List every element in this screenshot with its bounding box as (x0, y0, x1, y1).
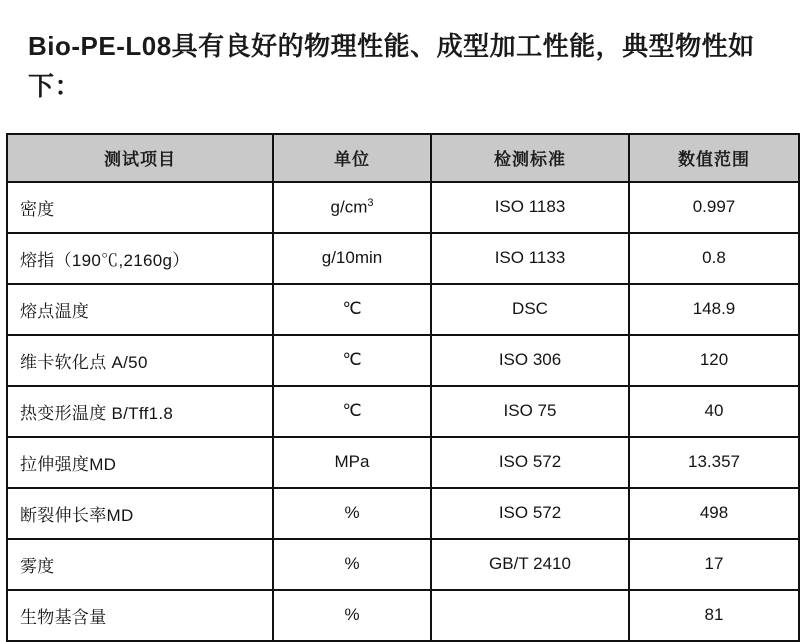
column-header-item: 测试项目 (7, 134, 273, 182)
table-body (7, 182, 799, 641)
table-row (7, 590, 799, 641)
cell-unit: % (273, 488, 431, 539)
table-row (7, 488, 799, 539)
cell-value: 0.997 (629, 182, 799, 233)
spec-table-container (4, 133, 796, 642)
cell-item-name: 生物基含量 (7, 590, 273, 641)
page-title: Bio-PE-L08具有良好的物理性能、成型加工性能，典型物性如下： (28, 31, 755, 102)
cell-standard: DSC (431, 284, 629, 335)
table-row (7, 386, 799, 437)
table-row (7, 335, 799, 386)
table-header (7, 134, 799, 182)
cell-unit: MPa (273, 437, 431, 488)
cell-unit: % (273, 539, 431, 590)
cell-standard: ISO 572 (431, 488, 629, 539)
cell-value: 0.8 (629, 233, 799, 284)
cell-unit: ℃ (273, 335, 431, 386)
cell-item-name: 熔点温度 (7, 284, 273, 335)
column-header-standard: 检测标准 (431, 134, 629, 182)
cell-standard (431, 590, 629, 641)
column-header-unit: 单位 (273, 134, 431, 182)
table-row (7, 539, 799, 590)
cell-unit: ℃ (273, 284, 431, 335)
cell-value: 13.357 (629, 437, 799, 488)
cell-unit (273, 182, 431, 233)
cell-value: 120 (629, 335, 799, 386)
cell-standard: ISO 572 (431, 437, 629, 488)
cell-standard: ISO 75 (431, 386, 629, 437)
cell-item-name: 维卡软化点 A/50 (7, 335, 273, 386)
unit-base: g/cm (330, 197, 368, 217)
cell-value: 40 (629, 386, 799, 437)
cell-value: 498 (629, 488, 799, 539)
cell-value: 148.9 (629, 284, 799, 335)
table-row (7, 437, 799, 488)
cell-standard: ISO 1133 (431, 233, 629, 284)
cell-item-name: 断裂伸长率MD (7, 488, 273, 539)
cell-item-name: 熔指（190℃,2160g） (7, 233, 273, 284)
column-header-value: 数值范围 (629, 134, 799, 182)
cell-unit: % (273, 590, 431, 641)
cell-standard: GB/T 2410 (431, 539, 629, 590)
unit-exponent: 3 (367, 196, 374, 209)
cell-standard: ISO 1183 (431, 182, 629, 233)
cell-item-name: 雾度 (7, 539, 273, 590)
cell-unit: ℃ (273, 386, 431, 437)
cell-unit: g/10min (273, 233, 431, 284)
table-row (7, 182, 799, 233)
table-row (7, 284, 799, 335)
cell-standard: ISO 306 (431, 335, 629, 386)
cell-item-name: 拉伸强度MD (7, 437, 273, 488)
table-row (7, 233, 799, 284)
cell-item-name: 密度 (7, 182, 273, 233)
specification-table (6, 133, 800, 642)
cell-value: 17 (629, 539, 799, 590)
cell-value: 81 (629, 590, 799, 641)
table-header-row (7, 134, 799, 182)
cell-item-name: 热变形温度 B/Tff1.8 (7, 386, 273, 437)
